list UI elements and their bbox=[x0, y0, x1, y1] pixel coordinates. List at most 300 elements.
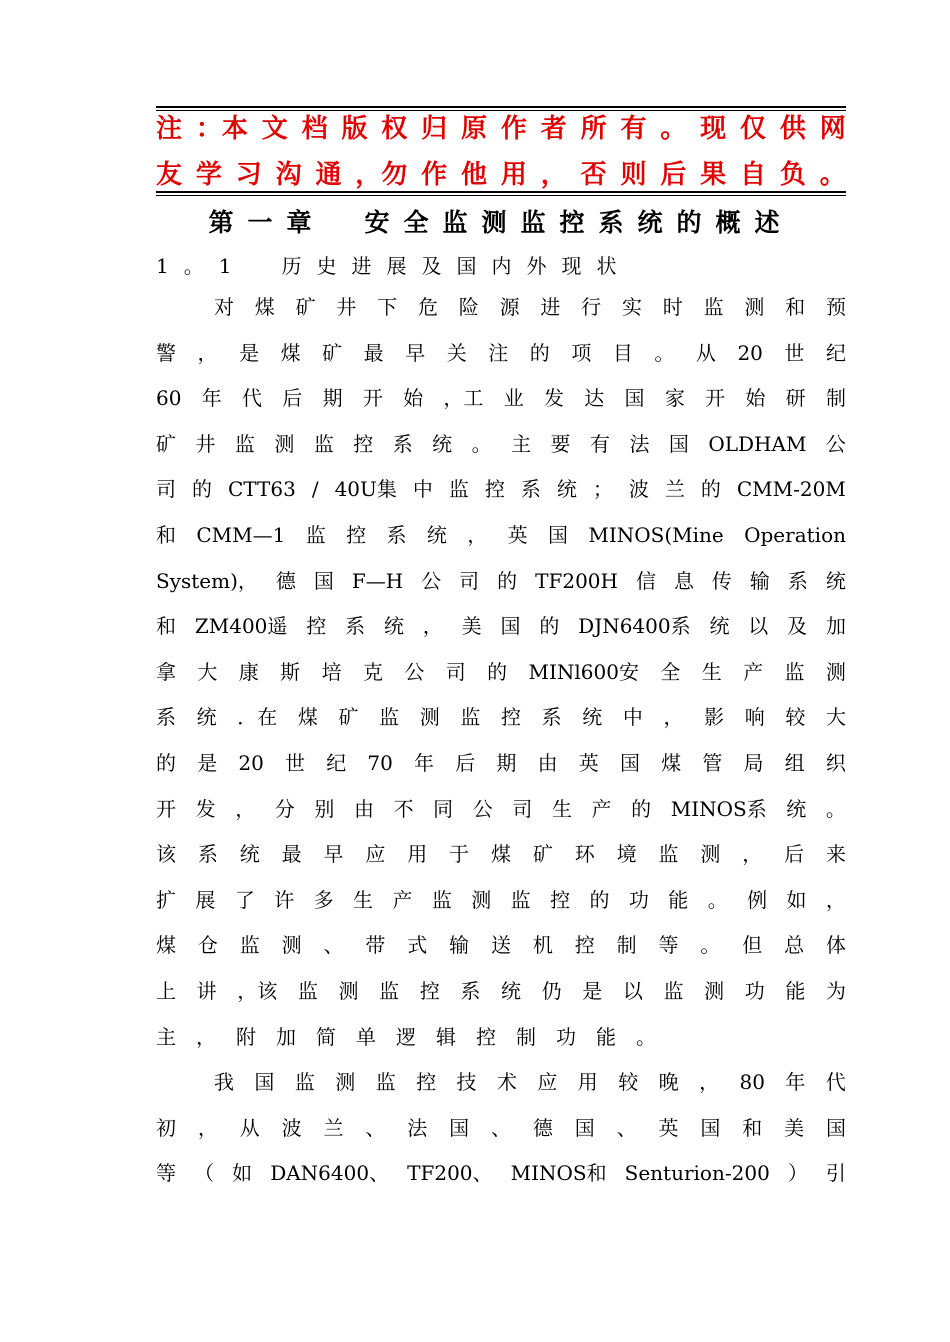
notice-char: 后 bbox=[660, 160, 687, 190]
text-token: ， bbox=[235, 796, 256, 821]
text-token: 用 bbox=[577, 1070, 598, 1095]
text-token: 年 bbox=[201, 386, 222, 411]
text-token: 等 bbox=[156, 1161, 176, 1186]
text-token: 应 bbox=[365, 842, 386, 867]
text-token: 矿 bbox=[322, 340, 343, 365]
text-token: 控 bbox=[306, 614, 327, 639]
text-token: 以 bbox=[622, 978, 643, 1003]
text-token: 控 bbox=[501, 705, 521, 730]
notice-char: 。 bbox=[660, 114, 687, 144]
text-token: 不 bbox=[393, 796, 414, 821]
text-token: 及 bbox=[787, 614, 808, 639]
text-token: 制 bbox=[516, 1024, 536, 1049]
notice-char: 作 bbox=[421, 160, 448, 190]
text-token: 世 bbox=[784, 340, 805, 365]
text-token: 矿 bbox=[156, 431, 176, 456]
text-token: 的 bbox=[631, 796, 652, 821]
text-token: 技 bbox=[456, 1070, 477, 1095]
text-token: 公 bbox=[472, 796, 493, 821]
notice-char: 否 bbox=[580, 160, 607, 190]
text-token: ， bbox=[197, 340, 218, 365]
text-token: CTT63 bbox=[228, 477, 296, 502]
text-token: 后 bbox=[455, 750, 476, 775]
copyright-notice-line-1 bbox=[156, 106, 846, 152]
text-token: 测 bbox=[338, 978, 359, 1003]
text-token: 。 bbox=[825, 796, 846, 821]
text-token: 、 bbox=[616, 1115, 637, 1140]
text-token: 等 bbox=[658, 933, 679, 958]
text-token: 由 bbox=[353, 796, 374, 821]
text-token: 司 bbox=[445, 659, 466, 684]
notice-char: 版 bbox=[341, 114, 368, 144]
text-token: 较 bbox=[785, 705, 806, 730]
text-token: 了 bbox=[234, 887, 255, 912]
text-token: 险 bbox=[458, 295, 479, 319]
text-token: OLDHAM bbox=[708, 431, 807, 456]
text-token: 是 bbox=[582, 978, 603, 1003]
text-token: 讲 bbox=[196, 978, 217, 1003]
text-token: 关 bbox=[446, 340, 467, 365]
text-token: 兰 bbox=[323, 1115, 344, 1140]
text-token: 传 bbox=[711, 568, 732, 593]
text-token: 该 bbox=[156, 842, 176, 867]
text-token: 业 bbox=[503, 386, 524, 411]
notice-char: 仅 bbox=[740, 114, 767, 144]
text-token: 后 bbox=[784, 842, 805, 867]
text-token: 统 bbox=[383, 614, 404, 639]
text-token: 监 bbox=[294, 1070, 315, 1095]
text-token: 监 bbox=[313, 431, 334, 456]
text-token: 仍 bbox=[541, 978, 562, 1003]
text-token: 管 bbox=[702, 750, 723, 775]
text-token: 。 bbox=[700, 933, 721, 958]
text-token: 最 bbox=[281, 842, 302, 867]
text-token: 纪 bbox=[326, 750, 347, 775]
text-token: MINOS和 bbox=[510, 1161, 607, 1186]
text-token: 是 bbox=[197, 750, 218, 775]
text-token: 初 bbox=[156, 1115, 176, 1140]
text-token: 扩 bbox=[156, 887, 176, 912]
text-token: CMM-20M bbox=[736, 477, 846, 502]
text-token: ） bbox=[787, 1161, 808, 1186]
notice-char: 学 bbox=[195, 160, 222, 190]
text-token: 期 bbox=[322, 386, 343, 411]
text-line bbox=[156, 695, 846, 741]
notice-char: 作 bbox=[500, 114, 527, 144]
text-token: 组 bbox=[784, 750, 805, 775]
text-token: 煤 bbox=[491, 842, 511, 867]
text-token: 许 bbox=[274, 887, 295, 912]
text-token: 的 bbox=[487, 659, 508, 684]
text-token: 控 bbox=[353, 431, 374, 456]
text-token: 开 bbox=[156, 796, 176, 821]
text-token: 早 bbox=[405, 340, 426, 365]
text-token: 测 bbox=[704, 978, 725, 1003]
text-token: 危 bbox=[417, 295, 438, 319]
text-token: 于 bbox=[449, 842, 470, 867]
text-token: 功 bbox=[556, 1024, 576, 1049]
text-token: 信 bbox=[635, 568, 656, 593]
text-token: ，工 bbox=[443, 386, 484, 411]
text-token: 始 bbox=[403, 386, 424, 411]
text-token: 法 bbox=[407, 1115, 428, 1140]
text-token: 控 bbox=[550, 887, 571, 912]
notice-char: 习 bbox=[235, 160, 262, 190]
section-heading: 1。1 历史进展及国内外现状 bbox=[156, 254, 632, 278]
text-token: 。 bbox=[707, 887, 728, 912]
text-token: 统 bbox=[709, 614, 730, 639]
text-token: 生 bbox=[701, 659, 722, 684]
text-token: 别 bbox=[314, 796, 335, 821]
text-token: 但 bbox=[742, 933, 763, 958]
text-token: DAN6400、 bbox=[270, 1161, 390, 1186]
notice-char: 档 bbox=[301, 114, 328, 144]
text-token: 开 bbox=[705, 386, 726, 411]
text-token: 统 bbox=[582, 705, 603, 730]
text-token: 德 bbox=[532, 1115, 553, 1140]
text-token: 斯 bbox=[280, 659, 301, 684]
chapter-title: 第一章 安全监测监控系统的概述 bbox=[208, 208, 794, 237]
text-token: 后 bbox=[282, 386, 303, 411]
text-token: 监 bbox=[784, 659, 805, 684]
text-token: 国 bbox=[624, 386, 645, 411]
text-token: 和 bbox=[785, 295, 806, 319]
text-token: 的 bbox=[497, 568, 518, 593]
text-token: 。 bbox=[471, 431, 492, 456]
text-token: 行 bbox=[581, 295, 602, 319]
text-token: ， bbox=[699, 1070, 720, 1095]
text-token: 代 bbox=[242, 386, 263, 411]
text-token: 美 bbox=[461, 614, 482, 639]
text-line bbox=[156, 285, 846, 331]
text-token: 监 bbox=[375, 1070, 396, 1095]
text-token: 拿 bbox=[156, 659, 176, 684]
text-token: 和 bbox=[156, 522, 176, 547]
text-token: ．在 bbox=[237, 705, 278, 730]
text-token: 煤 bbox=[280, 340, 301, 365]
text-token: 要 bbox=[550, 431, 571, 456]
text-token: 。 bbox=[654, 340, 675, 365]
text-token: CMM—1 bbox=[196, 522, 286, 547]
text-token: 控 bbox=[476, 1024, 496, 1049]
text-token: 统 bbox=[501, 978, 521, 1003]
text-token: 实 bbox=[621, 295, 642, 319]
notice-char: ， bbox=[540, 160, 567, 190]
text-token: 测 bbox=[744, 295, 765, 319]
text-line bbox=[156, 1015, 846, 1061]
text-line bbox=[156, 467, 846, 513]
text-token: 70 bbox=[367, 750, 393, 775]
text-token: 例 bbox=[747, 887, 768, 912]
text-token: 仓 bbox=[197, 933, 218, 958]
text-token: 20 bbox=[737, 340, 763, 365]
text-token: 矿 bbox=[295, 295, 316, 319]
text-token: 测 bbox=[335, 1070, 356, 1095]
text-token: 公 bbox=[421, 568, 442, 593]
text-token: 的 bbox=[700, 477, 721, 502]
text-token: 法 bbox=[629, 431, 650, 456]
text-token: 统 bbox=[786, 796, 807, 821]
text-token: 体 bbox=[826, 933, 846, 958]
notice-char: ：本 bbox=[195, 114, 248, 144]
text-token: 系 bbox=[787, 568, 808, 593]
text-token: 逻 bbox=[396, 1024, 416, 1049]
text-token: 统 bbox=[426, 522, 447, 547]
notice-char: 注 bbox=[156, 114, 183, 144]
text-token: 控 bbox=[574, 933, 595, 958]
text-token: 系 bbox=[386, 522, 407, 547]
text-token: 监 bbox=[448, 477, 469, 502]
text-token: 目 bbox=[612, 340, 633, 365]
notice-char: ，勿 bbox=[355, 160, 408, 190]
text-token: 主 bbox=[511, 431, 532, 456]
text-token: 加 bbox=[276, 1024, 296, 1049]
text-token: 监 bbox=[510, 887, 531, 912]
text-token: 英 bbox=[578, 750, 599, 775]
text-token: 的 bbox=[192, 477, 212, 502]
text-token: 培 bbox=[321, 659, 342, 684]
text-token: 应 bbox=[537, 1070, 558, 1095]
text-token: 开 bbox=[362, 386, 383, 411]
text-token: 有 bbox=[589, 431, 610, 456]
text-token: TF200H bbox=[535, 568, 618, 593]
text-token: 美 bbox=[784, 1115, 805, 1140]
text-line bbox=[156, 832, 846, 878]
text-token: 晚 bbox=[658, 1070, 679, 1095]
text-token: 较 bbox=[618, 1070, 639, 1095]
text-token: 展 bbox=[195, 887, 216, 912]
text-token: 国 bbox=[547, 522, 568, 547]
text-token: 织 bbox=[825, 750, 846, 775]
text-token: 公 bbox=[825, 431, 846, 456]
text-token: 兰 bbox=[664, 477, 685, 502]
text-token: 控 bbox=[346, 522, 367, 547]
text-token: Senturion-200 bbox=[624, 1161, 770, 1186]
text-token: 监 bbox=[703, 295, 724, 319]
text-token: System)， bbox=[156, 568, 258, 593]
text-token: 同 bbox=[433, 796, 454, 821]
text-token: 分 bbox=[274, 796, 295, 821]
text-token: 代 bbox=[825, 1070, 846, 1095]
text-token: 术 bbox=[496, 1070, 517, 1095]
text-token: ，该 bbox=[237, 978, 278, 1003]
text-token: 统 bbox=[239, 842, 260, 867]
text-token: 的 bbox=[529, 340, 550, 365]
text-token: （ bbox=[194, 1161, 215, 1186]
text-token: 从 bbox=[239, 1115, 260, 1140]
text-token: 由 bbox=[537, 750, 558, 775]
text-token: 送 bbox=[491, 933, 511, 958]
text-token: 测 bbox=[471, 887, 492, 912]
text-token: 影 bbox=[704, 705, 725, 730]
text-token: 来 bbox=[826, 842, 846, 867]
text-token: 。 bbox=[636, 1024, 656, 1049]
text-token: 公 bbox=[404, 659, 425, 684]
notice-char: 所 bbox=[580, 114, 607, 144]
text-token: ， bbox=[422, 614, 443, 639]
text-token: 引 bbox=[825, 1161, 846, 1186]
text-token: 如 bbox=[786, 887, 807, 912]
text-token: F—H bbox=[351, 568, 404, 593]
text-token: 国 bbox=[574, 1115, 595, 1140]
text-token: 国 bbox=[313, 568, 334, 593]
text-token: 多 bbox=[313, 887, 334, 912]
text-token: MINOS(Mine bbox=[588, 522, 724, 547]
text-token: 井 bbox=[336, 295, 357, 319]
text-token: 响 bbox=[744, 705, 765, 730]
text-line bbox=[156, 787, 846, 833]
text-token: 中 bbox=[412, 477, 433, 502]
text-token: 辑 bbox=[436, 1024, 456, 1049]
text-token: 附 bbox=[236, 1024, 256, 1049]
text-token: 能 bbox=[785, 978, 806, 1003]
text-token: 国 bbox=[668, 431, 689, 456]
text-token: 进 bbox=[540, 295, 561, 319]
text-line bbox=[156, 331, 846, 377]
text-token: 统 bbox=[825, 568, 846, 593]
text-token: ， bbox=[196, 1024, 216, 1049]
text-token: 环 bbox=[574, 842, 595, 867]
text-token: 控 bbox=[484, 477, 505, 502]
text-token: 式 bbox=[407, 933, 428, 958]
text-token: 能 bbox=[668, 887, 689, 912]
text-token: ZM400遥 bbox=[194, 614, 288, 639]
notice-char: 友 bbox=[156, 160, 183, 190]
notice-char: 网 bbox=[819, 114, 846, 144]
text-token: 监 bbox=[460, 705, 481, 730]
text-token: 和 bbox=[742, 1115, 763, 1140]
text-line bbox=[156, 559, 846, 605]
text-token: 警 bbox=[156, 340, 176, 365]
text-token: 源 bbox=[499, 295, 520, 319]
text-token: MINOS系 bbox=[670, 796, 767, 821]
text-token: 20 bbox=[238, 750, 264, 775]
text-token: 大 bbox=[826, 705, 846, 730]
text-token: 国 bbox=[700, 1115, 721, 1140]
text-token: 监 bbox=[234, 431, 255, 456]
text-token: 研 bbox=[785, 386, 806, 411]
notice-char: 他 bbox=[461, 160, 488, 190]
text-line bbox=[156, 376, 846, 422]
text-token: 产 bbox=[591, 796, 612, 821]
text-token: DJN6400系 bbox=[578, 614, 691, 639]
text-line bbox=[156, 604, 846, 650]
text-token: 预 bbox=[825, 295, 846, 319]
text-token: 英 bbox=[507, 522, 528, 547]
text-token: 监 bbox=[663, 978, 684, 1003]
text-token: 控 bbox=[419, 978, 440, 1003]
text-token: 矿 bbox=[532, 842, 553, 867]
text-token: 系 bbox=[156, 705, 176, 730]
text-token: 产 bbox=[392, 887, 413, 912]
notice-char: 现 bbox=[700, 114, 727, 144]
text-token: 80 bbox=[739, 1070, 765, 1095]
text-token: 、 bbox=[323, 933, 344, 958]
text-token: 的 bbox=[156, 750, 176, 775]
text-token: 德 bbox=[275, 568, 296, 593]
text-token: 局 bbox=[743, 750, 764, 775]
notice-char: 原 bbox=[461, 114, 488, 144]
notice-char: 归 bbox=[421, 114, 448, 144]
text-token: ， bbox=[467, 522, 488, 547]
text-token: 波 bbox=[628, 477, 649, 502]
text-token: 司 bbox=[156, 477, 176, 502]
text-token: 、 bbox=[491, 1115, 511, 1140]
text-token: 的 bbox=[539, 614, 560, 639]
text-token: 波 bbox=[281, 1115, 302, 1140]
text-token: 测 bbox=[281, 933, 302, 958]
text-token: 始 bbox=[745, 386, 766, 411]
text-token: 统 bbox=[196, 705, 217, 730]
text-token: 用 bbox=[407, 842, 428, 867]
text-token: 境 bbox=[616, 842, 637, 867]
text-token: 系 bbox=[460, 978, 481, 1003]
text-token: 我 bbox=[214, 1070, 234, 1095]
text-token: 生 bbox=[353, 887, 374, 912]
text-token: ， bbox=[825, 887, 846, 912]
text-token: 国 bbox=[619, 750, 640, 775]
text-token: ， bbox=[663, 705, 684, 730]
notice-char: 负 bbox=[779, 160, 806, 190]
text-token: 国 bbox=[826, 1115, 846, 1140]
text-token: 加 bbox=[825, 614, 846, 639]
text-token: 下 bbox=[377, 295, 398, 319]
text-token: 监 bbox=[379, 978, 400, 1003]
text-token: 期 bbox=[496, 750, 517, 775]
text-line bbox=[156, 878, 846, 924]
text-token: 世 bbox=[285, 750, 306, 775]
text-token: 单 bbox=[356, 1024, 376, 1049]
text-token: 制 bbox=[825, 386, 846, 411]
text-token: 年 bbox=[414, 750, 435, 775]
text-token: 上 bbox=[156, 978, 176, 1003]
text-token: 主 bbox=[156, 1024, 176, 1049]
text-token: 总 bbox=[784, 933, 805, 958]
text-token: 40U集 bbox=[334, 477, 397, 502]
text-token: 机 bbox=[532, 933, 553, 958]
text-token: 国 bbox=[449, 1115, 470, 1140]
text-token: 家 bbox=[664, 386, 685, 411]
text-token: ， bbox=[197, 1115, 218, 1140]
text-line bbox=[156, 422, 846, 468]
text-token: 系 bbox=[197, 842, 218, 867]
text-line bbox=[156, 1106, 846, 1152]
text-token: 煤 bbox=[156, 933, 176, 958]
text-token: ， bbox=[742, 842, 763, 867]
text-token: 系 bbox=[392, 431, 413, 456]
text-line bbox=[156, 969, 846, 1015]
text-token: 项 bbox=[571, 340, 592, 365]
text-token: 煤 bbox=[297, 705, 318, 730]
text-token: 测 bbox=[825, 659, 846, 684]
text-token: 控 bbox=[416, 1070, 437, 1095]
notice-char: 通 bbox=[315, 160, 342, 190]
text-token: 测 bbox=[700, 842, 721, 867]
text-token: 测 bbox=[419, 705, 440, 730]
text-token: 煤 bbox=[661, 750, 682, 775]
text-token: 监 bbox=[431, 887, 452, 912]
text-token: 、 bbox=[365, 1115, 386, 1140]
text-token: / bbox=[311, 477, 319, 502]
text-token: 功 bbox=[628, 887, 649, 912]
text-token: 输 bbox=[449, 933, 470, 958]
text-token: MINl600安 bbox=[528, 659, 639, 684]
text-token: 输 bbox=[749, 568, 770, 593]
text-token: 克 bbox=[362, 659, 383, 684]
text-token: 测 bbox=[274, 431, 295, 456]
text-token: 从 bbox=[695, 340, 716, 365]
notice-char: 有 bbox=[620, 114, 647, 144]
